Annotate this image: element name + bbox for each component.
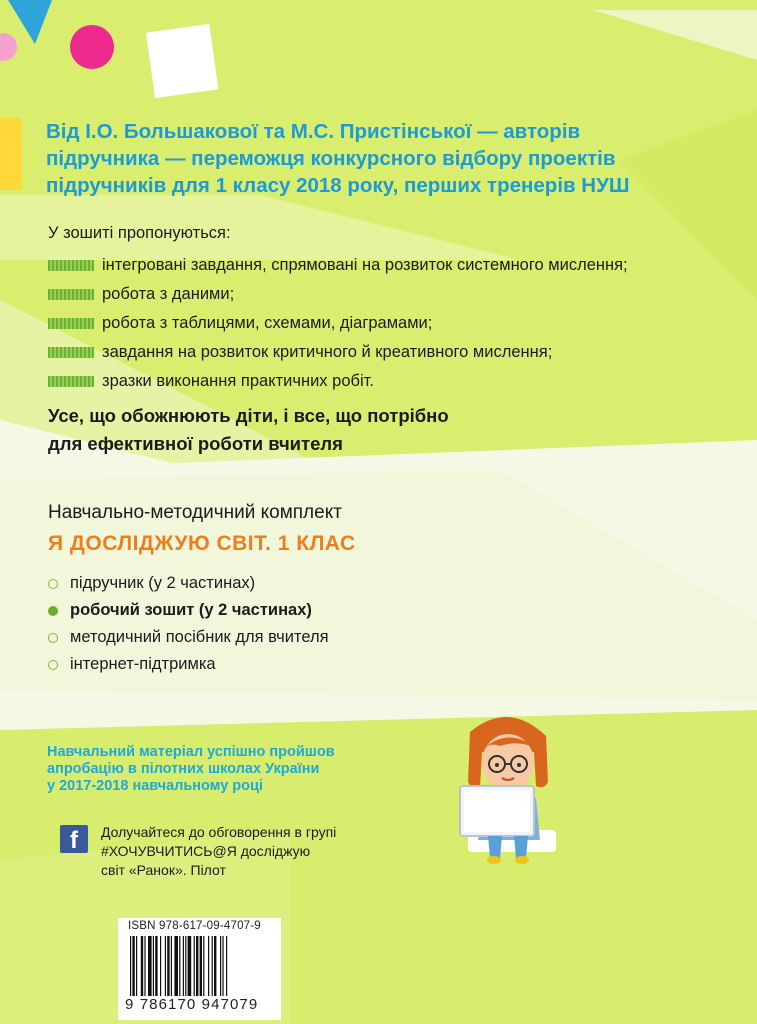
barcode-bar: [208, 936, 209, 996]
barcode-bar: [220, 936, 221, 996]
barcode-bar: [132, 936, 134, 996]
barcode-bar: [194, 936, 195, 996]
magenta-circle-shape: [70, 25, 114, 69]
feature-item: [48, 338, 628, 367]
headline-line: підручників для 1 класу 2018 року, перших тренерів НУШ: [46, 174, 630, 197]
barcode-bar: [222, 936, 223, 996]
barcode-bar: [185, 936, 186, 996]
barcode-bar: [153, 936, 154, 996]
feature-text: робота з таблицями, схемами, діаграмами;: [102, 314, 433, 332]
kit-name: Я ДОСЛІДЖУЮ СВІТ. 1 КЛАС: [48, 532, 356, 555]
barcode-bar: [200, 936, 202, 996]
barcode-digits: 9 786170 947079: [125, 996, 259, 1013]
kit-component-label: інтернет-підтримка: [70, 655, 216, 673]
kit-component-item: [48, 570, 329, 597]
feature-item: [48, 251, 628, 280]
kit-component-label: методичний посібник для вчителя: [70, 628, 329, 646]
approbation-note: [47, 744, 335, 795]
barcode-bar: [226, 936, 227, 996]
feature-text: інтегровані завдання, спрямовані на розвиток системного мислення;: [102, 256, 628, 274]
kit-component-label: робочий зошит (у 2 частинах): [70, 601, 312, 619]
girl-with-laptop-illustration: [448, 712, 568, 872]
features-intro: У зошиті пропонуються:: [48, 224, 231, 242]
barcode-bar: [188, 936, 192, 996]
tagline-line: Усе, що обожнюють діти, і все, що потрібно: [48, 405, 449, 426]
barcode-bar: [136, 936, 137, 996]
barcode-bar: [144, 936, 145, 996]
barcode-bar: [214, 936, 216, 996]
barcode-bar: [174, 936, 178, 996]
facebook-group-invite: [101, 823, 336, 880]
feature-text: зразки виконання практичних робіт.: [102, 372, 374, 390]
stripe-bullet-icon: [48, 376, 94, 387]
barcode-bar: [148, 936, 152, 996]
kit-components-list: [48, 570, 329, 678]
feature-text: робота з даними;: [102, 285, 235, 303]
tagline-line: для ефективної роботи вчителя: [48, 433, 343, 454]
feature-text: завдання на розвиток критичного й креативного мислення;: [102, 343, 553, 361]
barcode-bar: [171, 936, 172, 996]
approbation-line: Навчальний матеріал успішно пройшов: [47, 744, 335, 760]
barcode-bar: [167, 936, 169, 996]
approbation-line: у 2017-2018 навчальному році: [47, 778, 263, 794]
kit-component-label: підручник (у 2 частинах): [70, 574, 256, 592]
barcode-bar: [203, 936, 204, 996]
features-list: [48, 251, 628, 396]
barcode-bar: [155, 936, 157, 996]
kit-component-item-current: [48, 597, 329, 624]
barcode-bar: [130, 936, 131, 996]
barcode-bar: [183, 936, 184, 996]
tagline: [48, 402, 449, 458]
circle-outline-icon: [48, 633, 58, 643]
kit-component-item: [48, 624, 329, 651]
stripe-bullet-icon: [48, 347, 94, 358]
approbation-line: апробацію в пілотних школах України: [47, 761, 320, 777]
isbn-text: ISBN 978-617-09-4707-9: [128, 920, 261, 932]
feature-item: [48, 367, 628, 396]
barcode-image: [128, 936, 276, 996]
circle-outline-icon: [48, 579, 58, 589]
barcode-bar: [179, 936, 180, 996]
barcode-bar: [212, 936, 213, 996]
invite-line: світ «Ранок». Пілот: [101, 862, 226, 878]
stripe-bullet-icon: [48, 318, 94, 329]
barcode-bar: [160, 936, 161, 996]
yellow-tab-marker: [0, 118, 22, 190]
authors-headline: [46, 118, 736, 199]
headline-line: підручника — переможця конкурсного відбору проектів: [46, 147, 616, 170]
circle-filled-icon: [48, 606, 58, 616]
kit-title: Навчально-методичний комплект: [48, 502, 342, 523]
invite-line: #ХОЧУВЧИТИСЬ@Я досліджую: [101, 843, 311, 859]
circle-outline-icon: [48, 660, 58, 670]
feature-item: [48, 280, 628, 309]
feature-item: [48, 309, 628, 338]
stripe-bullet-icon: [48, 260, 94, 271]
headline-line: Від І.О. Большакової та М.С. Пристінської — авторів: [46, 120, 581, 143]
barcode-bar: [165, 936, 166, 996]
facebook-icon[interactable]: f: [60, 825, 88, 853]
kit-component-item: [48, 651, 329, 678]
barcode-bar: [141, 936, 143, 996]
stripe-bullet-icon: [48, 289, 94, 300]
barcode-bar: [196, 936, 198, 996]
invite-line: Долучайтеся до обговорення в групі: [101, 824, 337, 840]
